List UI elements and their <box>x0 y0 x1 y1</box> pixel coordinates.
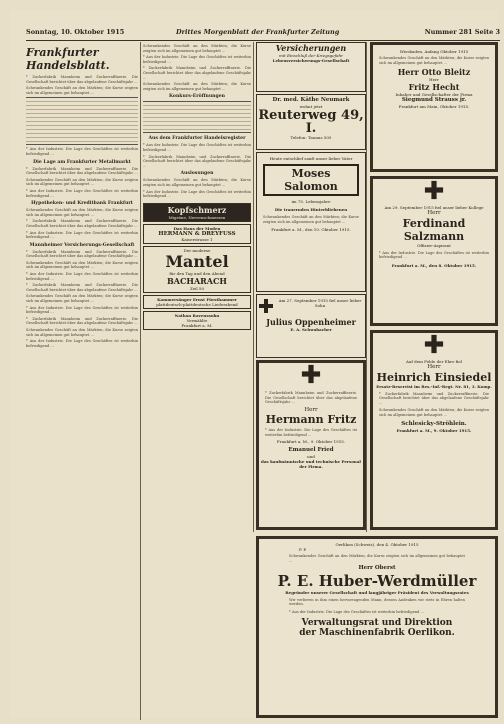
column-rule <box>366 42 367 532</box>
notice-place: Frankfurt am Main, Oktober 1915. <box>398 103 470 109</box>
article-paragraph: Schwankendes Geschäft an den Märkten; die Kurse zeigten sich im allgemeinen gut behauptet ... <box>26 260 138 270</box>
article-paragraph: * Zuckerfabrik Mannheim und Zuckerraffinerie. Die Gesellschaft berichtet über das abgelaufene Geschäftsjahr ... <box>26 283 138 292</box>
obituary-text: * Aus der Industrie. Die Lage des Geschäftes ist weiterhin befriedigend ... <box>265 428 357 437</box>
section-heading: Mannheimer Versicherungs-Gesellschaft <box>29 242 135 248</box>
notice-intro: Wiesbaden, Anfang Oktober 1915 <box>399 49 469 54</box>
ad-headline: Kopfschmerz <box>167 204 227 215</box>
article-paragraph: * Aus der Industrie. Die Lage des Geschäftes ist weiterhin befriedigend ... <box>143 143 251 152</box>
obituary-honorific: Herr Oberst <box>358 565 396 572</box>
ad-address: Zeil 50 <box>189 286 205 292</box>
obituary-role: Begründer unserer Gesellschaft und langjähriger Präsident des Verwaltungsrates <box>285 589 469 595</box>
obituary-text: Wir verlieren in ihm einen hervorragenden Mann, dessen Andenken wir stets in Ehren halten werden. <box>289 597 465 607</box>
obituary-intro: Auf dem Felde der Ehre fiel <box>405 359 463 364</box>
insurance-ad <box>256 42 366 92</box>
article-paragraph: * Zuckerfabrik Mannheim und Zuckerraffinerie. Die Gesellschaft berichtet über das abgelaufene Geschäftsjahr ... <box>26 249 138 259</box>
obituary-age: im 75. Lebensjahre <box>291 199 331 204</box>
obituary-rank: Ersatz-Reservist im Res.-Inf.-Regt. Nr. 81, 3. Komp. <box>376 383 492 389</box>
obituary-fritz <box>256 360 366 530</box>
obituary-text: Schwankendes Geschäft an den Märkten; die Kurse zeigten sich im allgemeinen gut behauptet ... <box>379 408 489 417</box>
obituary-text: * Aus der Industrie. Die Lage des Geschäftes ist weiterhin befriedigend ... <box>379 250 489 260</box>
obituary-oppenheimer <box>256 294 366 358</box>
obituary-signature: E. A. Schwabacher <box>290 327 332 332</box>
page-header <box>26 26 500 41</box>
iron-cross-icon <box>425 181 443 199</box>
obituary-text: Schwankendes Geschäft an den Märkten; die Kurse zeigten sich im allgemeinen gut behauptet ... <box>289 554 465 563</box>
obituary-firm: Schlesicky-Ströhlein. <box>401 421 467 428</box>
obituary-text: * Zuckerfabrik Mannheim und Zuckerraffinerie. Die Gesellschaft berichtet über das abgelaufene Geschäftsjahr ... <box>379 391 489 405</box>
ad-brand: BACHARACH <box>167 276 227 287</box>
obituary-honorific: Herr <box>427 364 441 370</box>
obituary-huber-werdmueller <box>256 536 498 718</box>
iron-cross-icon <box>425 335 443 353</box>
announcement-names: Nathan Ravenssohn <box>174 313 220 319</box>
doctor-name: Dr. med. Käthe Neumark <box>272 97 350 103</box>
section-heading: Auslosungen <box>180 171 214 177</box>
section-masthead: Frankfurter Handelsblatt. <box>26 46 110 72</box>
listing-table <box>143 101 251 133</box>
ad-subline: mit Einschluß der Kriegsgefahr <box>279 53 343 58</box>
obituary-place: Frankfurt a. M., 9. Oktober 1915. <box>396 427 472 433</box>
announcement-type: Vermählte <box>186 318 208 324</box>
obituary-name: Ferdinand Salzmann <box>402 216 466 243</box>
article-paragraph: Schwankendes Geschäft an den Märkten; die Kurse zeigten sich im allgemeinen gut behauptet ... <box>26 328 138 337</box>
obituary-text: * Zuckerfabrik Mannheim und Zuckerraffinerie. Die Gesellschaft berichtet über das abgelaufene Geschäftsjahr ... <box>265 391 357 405</box>
obituary-name: Hermann Fritz <box>265 413 357 427</box>
advertisement-mantel <box>143 246 251 293</box>
article-paragraph: * Zuckerfabrik Mannheim und Zuckerraffinerie. Die Gesellschaft berichtet über das abgelaufene Geschäftsjahr ... <box>26 75 138 84</box>
article-paragraph: Schwankendes Geschäft an den Märkten; die Kurse zeigten sich im allgemeinen gut behauptet ... <box>26 177 138 187</box>
article-paragraph: * Aus der Industrie. Die Lage des Geschäftes ist weiterhin befriedigend ... <box>26 188 138 198</box>
notice-firm: Siegmund Strauss jr. <box>401 97 467 104</box>
article-paragraph: * Zuckerfabrik Mannheim und Zuckerraffinerie. Die Gesellschaft berichtet über das abgelaufene Geschäftsjahr ... <box>143 66 251 80</box>
section-heading: Hypotheken- und Kreditbank Frankfurt <box>31 201 133 207</box>
article-paragraph: * Zuckerfabrik Mannheim und Zuckerraffinerie. Die Gesellschaft berichtet über das abgelaufene Geschäftsjahr ... <box>26 219 138 228</box>
header-paper-title: Drittes Morgenblatt der Frankfurter Zeitung <box>176 28 340 36</box>
obituary-place: Frankfurt a. M., 9. Oktober 1915. <box>276 439 346 445</box>
left-column <box>26 44 138 720</box>
obituary-name: Heinrich Einsiedel <box>376 370 492 384</box>
ad-subline: für den Tag und den Abend <box>169 271 225 277</box>
obituary-signoff: Die trauernden Hinterbliebenen <box>274 207 348 212</box>
article-paragraph: * Aus der Industrie. Die Lage des Geschäftes ist weiterhin befriedigend ... <box>143 189 251 199</box>
ad-headline: Versicherungen <box>275 43 347 53</box>
announcement-marriage <box>143 311 251 330</box>
obituary-text: * Aus der Industrie. Die Lage des Geschäftes ist weiterhin befriedigend ... <box>289 609 425 614</box>
article-paragraph: * Aus der Industrie. Die Lage des Geschäftes ist weiterhin befriedigend ... <box>26 305 138 315</box>
column-rule <box>140 42 141 720</box>
header-page-number: Nummer 281 Seite 3 <box>424 28 500 36</box>
obituary-salzmann <box>370 176 498 326</box>
section-heading: Die Lage am Frankfurter Metallmarkt <box>33 159 131 165</box>
article-paragraph: * Aus der Industrie. Die Lage des Geschäftes ist weiterhin befriedigend ... <box>26 147 138 156</box>
obituary-place: Frankfurt a. M., den 8. Oktober 1915. <box>391 262 477 268</box>
notice-name: Fritz Hecht <box>408 82 460 93</box>
obituary-honorific: Herr <box>304 406 318 413</box>
advertisement-kopfschmerz <box>143 203 251 222</box>
obituary-honorific: Herr <box>427 210 441 216</box>
notice-text: wohnt jetzt <box>299 103 323 109</box>
obituary-salutation: P. P. <box>299 547 307 552</box>
article-paragraph: Schwankendes Geschäft an den Märkten; die Kurse zeigten sich im allgemeinen gut behauptet ... <box>143 178 251 187</box>
obituary-place: Frankfurt a. M., den 10. Oktober 1915. <box>271 227 351 233</box>
ad-headline: Mantel <box>165 252 229 272</box>
notice-text: Schwankendes Geschäft an den Märkten; die Kurse zeigten sich im allgemeinen gut behauptet ... <box>379 56 489 65</box>
article-paragraph: Schwankendes Geschäft an den Märkten; die Kurse zeigten sich im allgemeinen gut behauptet ... <box>143 82 251 91</box>
article-paragraph: * Zuckerfabrik Mannheim und Zuckerraffinerie. Die Gesellschaft berichtet über das abgelaufene Geschäftsjahr ... <box>26 316 138 326</box>
ad-subline: Migräne, Nervenschmerzen <box>168 214 226 220</box>
obituary-name: Julius Oppenheimer <box>266 317 356 327</box>
obituary-name: P. E. Huber-Werdmüller <box>277 571 477 590</box>
obituary-place: Oerlikon (Schweiz), den 4. Oktober 1915 <box>335 542 419 547</box>
article-paragraph: * Zuckerfabrik Mannheim und Zuckerraffinerie. Die Gesellschaft berichtet über das abgelaufene Geschäftsjahr ... <box>26 166 138 176</box>
iron-cross-icon <box>259 299 273 313</box>
ad-address: Kaiserstrasse 1 <box>181 237 213 243</box>
obituary-rank: Offizier-Aspirant <box>417 242 451 248</box>
notice-bleitz <box>370 42 498 172</box>
article-paragraph: Schwankendes Geschäft an den Märkten; die Kurse zeigten sich im allgemeinen gut behauptet ... <box>26 86 138 95</box>
article-paragraph: * Aus der Industrie. Die Lage des Geschäftes ist weiterhin befriedigend ... <box>26 230 138 240</box>
article-paragraph: Schwankendes Geschäft an den Märkten; die Kurse zeigten sich im allgemeinen gut behauptet ... <box>26 208 138 217</box>
obituary-salomon <box>256 152 366 292</box>
ad-kicker: Das Haus der Moden <box>173 225 221 231</box>
article-paragraph: * Aus der Industrie. Die Lage des Geschäftes ist weiterhin befriedigend ... <box>143 55 251 64</box>
obituary-signature: das kaufmännische und technische Personal der Firma. <box>261 458 361 469</box>
notice-role: Inhaber und Gesellschafter der Firma <box>395 92 473 98</box>
obituary-intro: Heute entschlief sanft unser lieber Vater <box>269 156 353 161</box>
article-paragraph: * Zuckerfabrik Mannheim und Zuckerraffinerie. Die Gesellschaft berichtet über das abgelaufene Geschäftsjahr ... <box>143 154 251 168</box>
obituary-name: Moses Salomon <box>263 164 359 196</box>
announcement-place: Frankfurt a. M. <box>181 323 213 329</box>
iron-cross-icon <box>302 365 320 383</box>
obituary-conjunction: und <box>307 453 315 459</box>
market-table <box>26 97 138 145</box>
header-date: Sonntag, 10. Oktober 1915 <box>26 28 125 36</box>
section-heading: Konkurs-Eröffnungen <box>169 94 225 100</box>
article-paragraph: Schwankendes Geschäft an den Märkten; die Kurse zeigten sich im allgemeinen gut behauptet ... <box>143 44 251 53</box>
obituary-einsiedel <box>370 330 498 530</box>
doctor-address: Reuterweg 49, I. <box>258 107 364 136</box>
ad-kicker: Der moderne <box>183 248 211 254</box>
ad-headline: Kammersänger Ernst Fürsthammer <box>157 297 237 303</box>
ad-company: Lebensversicherungs-Gesellschaft <box>272 58 350 63</box>
obituary-signature: Emanuel Fried <box>288 447 334 454</box>
doctor-notice <box>256 94 366 150</box>
doctor-telephone: Telefon: Taunus 505 <box>290 134 332 140</box>
advertisement-haus-der-moden <box>143 224 251 245</box>
middle-column <box>143 44 251 720</box>
obituary-family: Schwankendes Geschäft an den Märkten; die Kurse zeigten sich im allgemeinen gut behauptet ... <box>263 215 359 224</box>
ad-subline: plattdeutsch-plattdeutsche Liederabend <box>156 302 238 308</box>
obituary-intro: Am 27. September 1915 fiel unser lieber Sohn <box>278 298 362 308</box>
advertisement-concert <box>143 295 251 309</box>
notice-name: Herr Otto Bleitz <box>397 67 471 78</box>
obituary-intro: Am 29. September 1915 fiel unser lieber Kollege <box>384 205 484 210</box>
obituary-signature: der Maschinenfabrik Oerlikon. <box>299 628 455 639</box>
article-paragraph: * Aus der Industrie. Die Lage des Geschäftes ist weiterhin befriedigend ... <box>26 339 138 348</box>
obituary-signature: Verwaltungsrat und Direktion <box>301 618 453 629</box>
column-rule <box>253 42 254 532</box>
article-paragraph: * Aus der Industrie. Die Lage des Geschäftes ist weiterhin befriedigend ... <box>26 272 138 281</box>
ad-headline: HERMANN & DREYFUSS <box>158 230 236 237</box>
notice-conjunction: Herr <box>429 77 439 83</box>
section-heading: Aus dem Frankfurter Handelsregister <box>148 136 246 142</box>
article-paragraph: Schwankendes Geschäft an den Märkten; die Kurse zeigten sich im allgemeinen gut behauptet ... <box>26 294 138 304</box>
